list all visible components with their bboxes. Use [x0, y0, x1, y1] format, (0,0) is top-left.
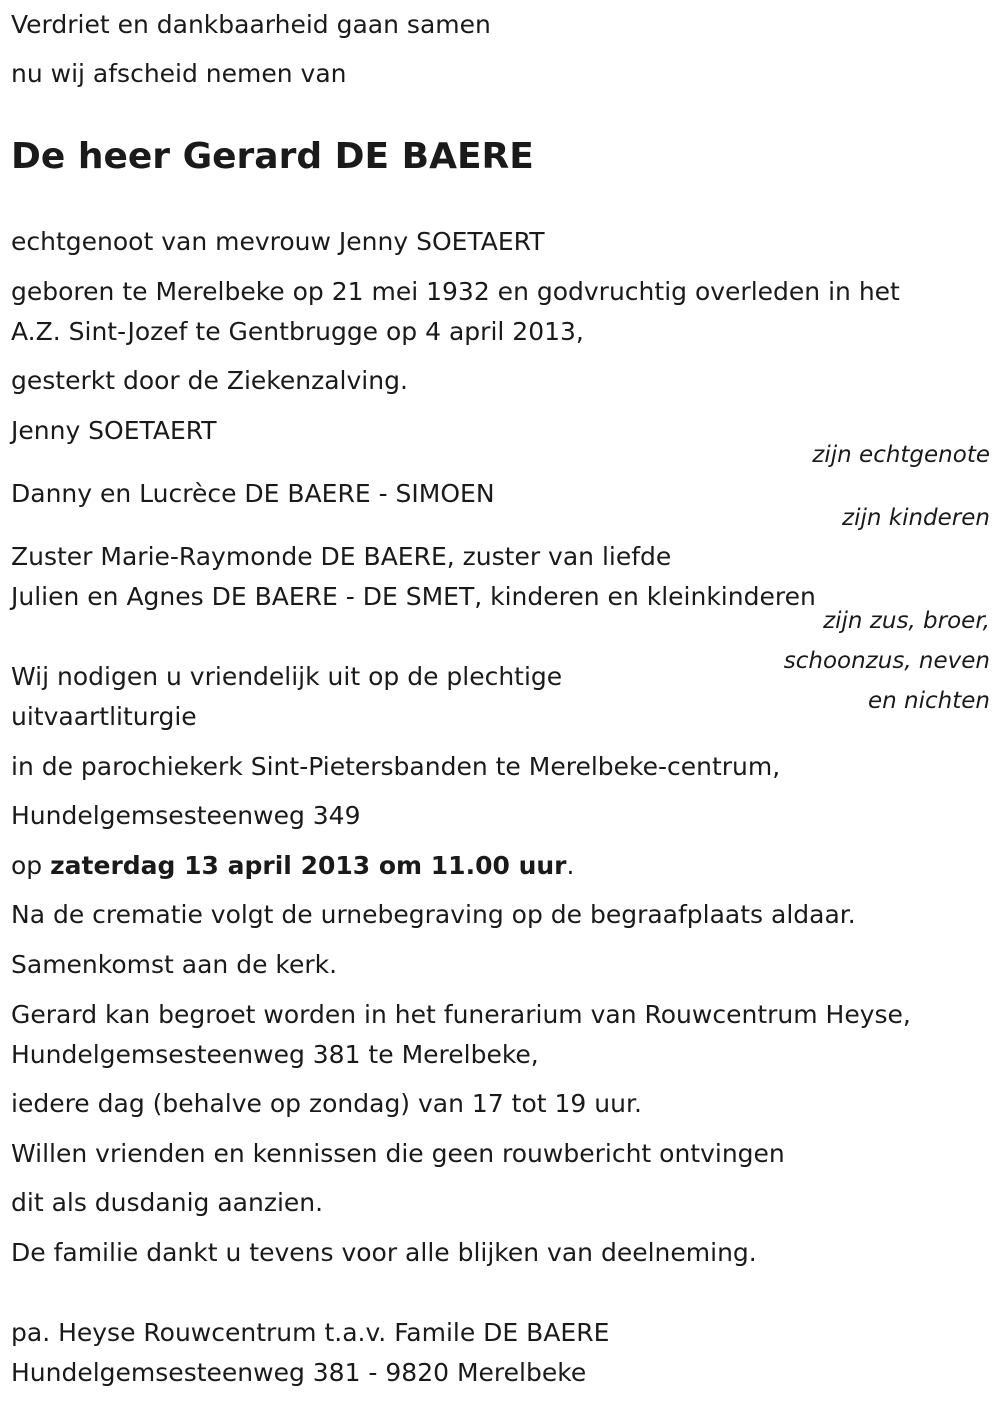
- viewing-hours: iedere dag (behalve op zondag) van 17 tot 19 uur.: [11, 1089, 642, 1118]
- invite-line-2: uitvaartliturgie: [11, 702, 197, 731]
- deceased-name: De heer Gerard DE BAERE: [11, 136, 534, 177]
- family-relation-line-3: en nichten: [868, 688, 990, 714]
- family-relation-line-1: zijn zus, broer,: [823, 608, 990, 634]
- cremation-line: Na de crematie volgt de urnebegraving op de begraafplaats aldaar.: [11, 900, 856, 929]
- date-suffix: .: [566, 851, 575, 880]
- family-line-1: Zuster Marie-Raymonde DE BAERE, zuster van liefde: [11, 542, 672, 571]
- date-prefix: op: [11, 851, 51, 880]
- invite-line-1: Wij nodigen u vriendelijk uit op de plechtige: [11, 662, 563, 691]
- contact-line-1: pa. Heyse Rouwcentrum t.a.v. Famile DE BAERE: [11, 1318, 610, 1347]
- family-line-2: Julien en Agnes DE BAERE - DE SMET, kinderen en kleinkinderen: [11, 582, 816, 611]
- thanks-line: De familie dankt u tevens voor alle blijken van deelneming.: [11, 1238, 757, 1267]
- church-line: in de parochiekerk Sint-Pietersbanden te Merelbeke-centrum,: [11, 752, 781, 781]
- family-relation-line-2: schoonzus, neven: [783, 648, 990, 674]
- born-line-2: A.Z. Sint-Jozef te Gentbrugge op 4 april 2013,: [11, 317, 584, 346]
- church-address: Hundelgemsesteenweg 349: [11, 801, 361, 830]
- intro-line-2: nu wij afscheid nemen van: [11, 59, 347, 88]
- ceremony-date-line: [11, 846, 574, 886]
- gathering-line: Samenkomst aan de kerk.: [11, 950, 338, 979]
- mourner-relation: zijn echtgenote: [812, 442, 990, 468]
- mourner-relation: zijn kinderen: [842, 505, 990, 531]
- mourner-name: Jenny SOETAERT: [11, 416, 217, 445]
- closing-line-2: dit als dusdanig aanzien.: [11, 1188, 324, 1217]
- spouse-line: echtgenoot van mevrouw Jenny SOETAERT: [11, 227, 545, 256]
- viewing-line-1: Gerard kan begroet worden in het funerarium van Rouwcentrum Heyse,: [11, 1000, 911, 1029]
- mourner-name: Danny en Lucrèce DE BAERE - SIMOEN: [11, 479, 495, 508]
- contact-line-2: Hundelgemsesteenweg 381 - 9820 Merelbeke: [11, 1358, 587, 1387]
- ceremony-date: zaterdag 13 april 2013 om 11.00 uur: [50, 851, 567, 880]
- intro-line-1: Verdriet en dankbaarheid gaan samen: [11, 10, 491, 39]
- strengthened-line: gesterkt door de Ziekenzalving.: [11, 366, 408, 395]
- viewing-line-2: Hundelgemsesteenweg 381 te Merelbeke,: [11, 1040, 539, 1069]
- born-line-1: geboren te Merelbeke op 21 mei 1932 en godvruchtig overleden in het: [11, 277, 900, 306]
- closing-line-1: Willen vrienden en kennissen die geen rouwbericht ontvingen: [11, 1139, 785, 1168]
